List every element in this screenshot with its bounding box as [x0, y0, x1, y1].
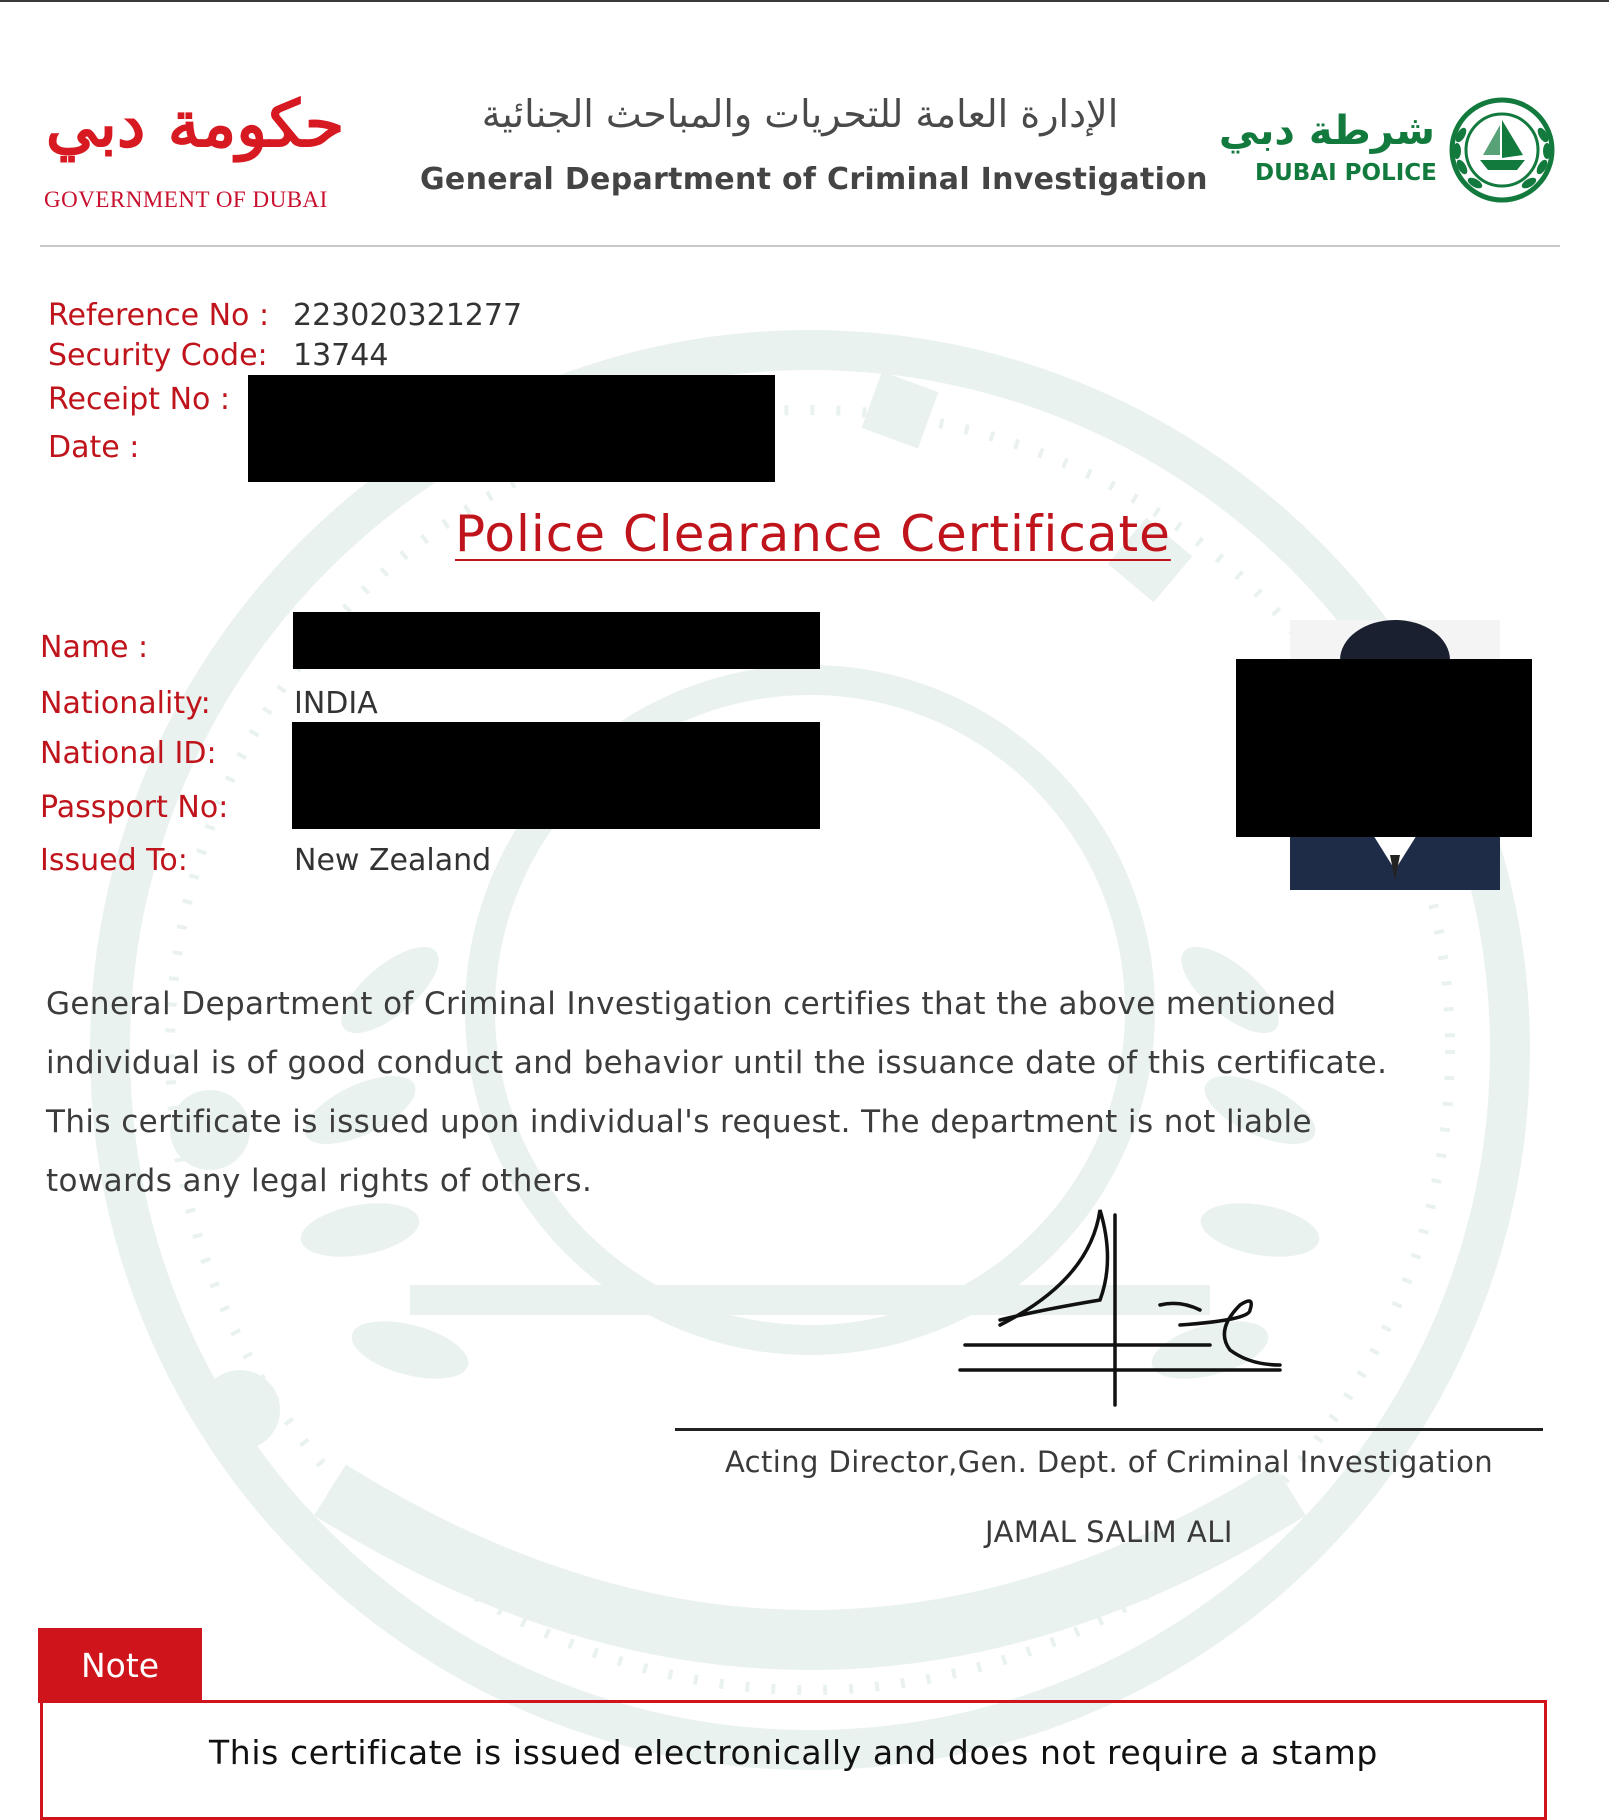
security-code-value: 13744: [293, 338, 389, 373]
dubai-police-arabic: شرطة دبي: [1218, 108, 1435, 154]
government-of-dubai-logo: [40, 80, 350, 220]
statement-line-2: individual is of good conduct and behavior until the issuance date of this certificate.: [46, 1045, 1388, 1081]
reference-value: 223020321277: [293, 298, 523, 333]
security-code-label: Security Code:: [48, 338, 268, 373]
date-label: Date :: [48, 430, 140, 465]
redacted-id-passport: [292, 722, 820, 829]
department-name-arabic: الإدارة العامة للتحريات والمباحث الجنائية: [481, 92, 1119, 136]
nationality-label: Nationality:: [40, 686, 211, 721]
redacted-face: [1236, 659, 1532, 837]
national-id-label: National ID:: [40, 736, 217, 771]
note-box: [40, 1700, 1547, 1820]
issued-to-label: Issued To:: [40, 843, 188, 878]
statement-line-1: General Department of Criminal Investigation certifies that the above mentioned: [46, 986, 1337, 1022]
dubai-police-english: DUBAI POLICE: [1255, 160, 1437, 186]
statement-line-3: This certificate is issued upon individual's request. The department is not liable: [46, 1104, 1312, 1140]
receipt-label: Receipt No :: [48, 382, 231, 417]
statement-line-4: towards any legal rights of others.: [46, 1163, 593, 1199]
note-text: This certificate is issued electronically and does not require a stamp: [209, 1733, 1378, 1772]
signer-title: Acting Director,Gen. Dept. of Criminal Investigation: [724, 1445, 1494, 1479]
redacted-name: [293, 612, 820, 669]
gov-logo-english: GOVERNMENT OF DUBAI: [44, 187, 328, 212]
header-divider: [40, 245, 1560, 247]
redacted-receipt-date: [248, 375, 775, 482]
certificate-title: Police Clearance Certificate: [455, 505, 1171, 563]
department-name-english: General Department of Criminal Investigation: [420, 162, 1208, 197]
top-border: [0, 0, 1609, 2]
reference-label: Reference No :: [48, 298, 270, 333]
name-label: Name :: [40, 630, 149, 665]
note-tab: Note: [38, 1628, 202, 1703]
certification-statement: [46, 975, 1536, 1211]
signer-name: JAMAL SALIM ALI: [985, 1515, 1233, 1549]
signature-line: [675, 1428, 1543, 1431]
gov-logo-arabic: حكومة دبي: [45, 87, 345, 162]
issued-to-value: New Zealand: [294, 843, 492, 878]
passport-label: Passport No:: [40, 790, 229, 825]
nationality-value: INDIA: [294, 686, 378, 721]
handwritten-signature: [950, 1200, 1290, 1425]
dubai-police-emblem-icon: [1445, 95, 1560, 205]
